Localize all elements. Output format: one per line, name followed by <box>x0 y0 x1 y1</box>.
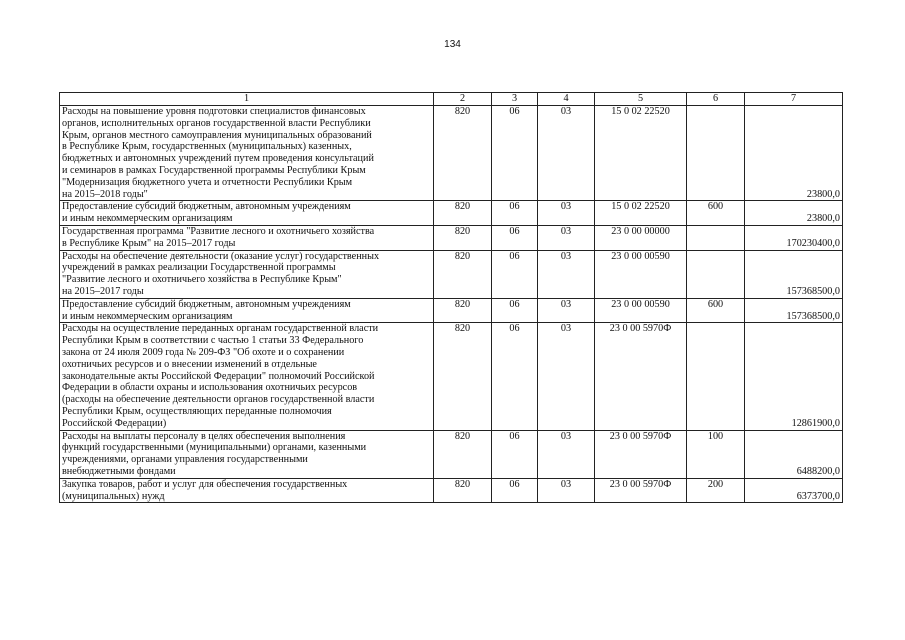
amount-value: 6373700,0 <box>796 490 840 502</box>
amount-cell <box>745 323 843 430</box>
subsection-code: 03 <box>538 430 595 478</box>
amount-cell <box>745 298 843 323</box>
target-article: 15 0 02 22520 <box>595 106 687 201</box>
row-description <box>60 106 434 201</box>
description-line: Расходы на обеспечение деятельности (оказание услуг) государственных <box>62 250 380 262</box>
amount-cell <box>745 201 843 226</box>
description-line: "Модернизация бюджетного учета и отчетности Республики Крым <box>62 176 353 188</box>
expense-type: 600 <box>687 298 745 323</box>
amount-value: 6488200,0 <box>796 465 840 477</box>
amount-cell <box>745 250 843 298</box>
section-code: 06 <box>492 478 538 503</box>
description-line: функций государственными (муниципальными) органами, казенными <box>62 442 367 454</box>
row-description <box>60 250 434 298</box>
description-line: и иным некоммерческим организациям <box>62 213 233 225</box>
header-cell: 2 <box>434 93 492 106</box>
row-description <box>60 323 434 430</box>
expense-type: 100 <box>687 430 745 478</box>
description-line: Республики Крым, осуществляющих переданные полномочия <box>62 405 332 417</box>
subsection-code: 03 <box>538 298 595 323</box>
description-line: бюджетных и автономных учреждений путем проведения консультаций <box>62 153 374 165</box>
amount-value: 170230400,0 <box>786 237 840 249</box>
row-description <box>60 225 434 250</box>
section-code: 06 <box>492 298 538 323</box>
amount-value: 157368500,0 <box>786 310 840 322</box>
description-line: в Республике Крым" на 2015–2017 годы <box>62 237 236 249</box>
description-line: Республики Крым в соответствии с частью 1 статьи 33 Федерального <box>62 335 364 347</box>
description-line: Государственная программа "Развитие лесного и охотничьего хозяйства <box>62 225 375 237</box>
ministry-code: 820 <box>434 106 492 201</box>
ministry-code: 820 <box>434 225 492 250</box>
budget-table <box>59 92 843 503</box>
expense-type <box>687 323 745 430</box>
description-line: учреждениями, органами управления государственными <box>62 454 308 466</box>
row-description <box>60 298 434 323</box>
subsection-code: 03 <box>538 225 595 250</box>
header-cell: 3 <box>492 93 538 106</box>
description-line: Российской Федерации) <box>62 417 167 429</box>
header-cell: 7 <box>745 93 843 106</box>
target-article: 23 0 00 5970Ф <box>595 323 687 430</box>
description-line: в Республике Крым, государственных (муниципальных) казенных, <box>62 141 352 153</box>
section-code: 06 <box>492 430 538 478</box>
table-row <box>60 106 843 201</box>
section-code: 06 <box>492 225 538 250</box>
header-cell: 6 <box>687 93 745 106</box>
expense-type: 600 <box>687 201 745 226</box>
expense-type <box>687 250 745 298</box>
description-line: органов, исполнительных органов государственной власти Республики <box>62 117 371 129</box>
table-row <box>60 250 843 298</box>
description-line: Расходы на осуществление переданных органам государственной власти <box>62 323 379 335</box>
expense-type <box>687 225 745 250</box>
amount-value: 12861900,0 <box>791 417 840 429</box>
amount-value: 157368500,0 <box>786 285 840 297</box>
amount-cell <box>745 225 843 250</box>
table-row <box>60 430 843 478</box>
subsection-code: 03 <box>538 323 595 430</box>
ministry-code: 820 <box>434 250 492 298</box>
description-line: Федерации в области охраны и использования охотничьих ресурсов <box>62 382 358 394</box>
amount-value: 23800,0 <box>806 188 840 200</box>
table-row <box>60 478 843 503</box>
row-description <box>60 478 434 503</box>
section-code: 06 <box>492 106 538 201</box>
target-article: 23 0 00 00590 <box>595 250 687 298</box>
row-description <box>60 201 434 226</box>
section-code: 06 <box>492 323 538 430</box>
ministry-code: 820 <box>434 323 492 430</box>
description-line: (расходы на обеспечение деятельности органов государственной власти <box>62 394 375 406</box>
page-number: 134 <box>444 39 461 50</box>
subsection-code: 03 <box>538 201 595 226</box>
table-row <box>60 323 843 430</box>
target-article: 23 0 00 5970Ф <box>595 478 687 503</box>
header-cell: 1 <box>60 93 434 106</box>
header-cell: 4 <box>538 93 595 106</box>
description-line: охотничьих ресурсов и о внесении изменений в отдельные <box>62 358 317 370</box>
description-line: Предоставление субсидий бюджетным, автономным учреждениям <box>62 201 351 213</box>
description-line: законодательные акты Российской Федерации" полномочий Российской <box>62 370 375 382</box>
ministry-code: 820 <box>434 430 492 478</box>
table-row <box>60 201 843 226</box>
description-line: Предоставление субсидий бюджетным, автономным учреждениям <box>62 298 351 310</box>
description-line: на 2015–2018 годы" <box>62 188 148 200</box>
amount-cell <box>745 106 843 201</box>
amount-cell <box>745 478 843 503</box>
amount-value: 23800,0 <box>806 213 840 225</box>
ministry-code: 820 <box>434 201 492 226</box>
description-line: учреждений в рамках реализации Государственной программы <box>62 262 336 274</box>
description-line: внебюджетными фондами <box>62 465 176 477</box>
target-article: 15 0 02 22520 <box>595 201 687 226</box>
description-line: и семинаров в рамках Государственной программы Республики Крым <box>62 164 366 176</box>
section-code: 06 <box>492 201 538 226</box>
description-line: Закупка товаров, работ и услуг для обеспечения государственных <box>62 478 348 490</box>
expense-type <box>687 106 745 201</box>
description-line: Крым, органов местного самоуправления муниципальных образований <box>62 129 372 141</box>
expense-type: 200 <box>687 478 745 503</box>
subsection-code: 03 <box>538 106 595 201</box>
target-article: 23 0 00 00000 <box>595 225 687 250</box>
description-line: на 2015–2017 годы <box>62 285 144 297</box>
subsection-code: 03 <box>538 478 595 503</box>
row-description <box>60 430 434 478</box>
description-line: (муниципальных) нужд <box>62 490 165 502</box>
description-line: и иным некоммерческим организациям <box>62 310 233 322</box>
description-line: Расходы на повышение уровня подготовки специалистов финансовых <box>62 106 366 117</box>
description-line: Расходы на выплаты персоналу в целях обеспечения выполнения <box>62 430 346 442</box>
amount-cell <box>745 430 843 478</box>
description-line: "Развитие лесного и охотничьего хозяйства в Республике Крым" <box>62 274 342 286</box>
ministry-code: 820 <box>434 478 492 503</box>
table-row <box>60 298 843 323</box>
target-article: 23 0 00 00590 <box>595 298 687 323</box>
target-article: 23 0 00 5970Ф <box>595 430 687 478</box>
header-cell: 5 <box>595 93 687 106</box>
section-code: 06 <box>492 250 538 298</box>
description-line: закона от 24 июля 2009 года № 209-ФЗ "Об охоте и о сохранении <box>62 346 345 358</box>
ministry-code: 820 <box>434 298 492 323</box>
table-row <box>60 225 843 250</box>
header-row <box>60 93 843 106</box>
subsection-code: 03 <box>538 250 595 298</box>
